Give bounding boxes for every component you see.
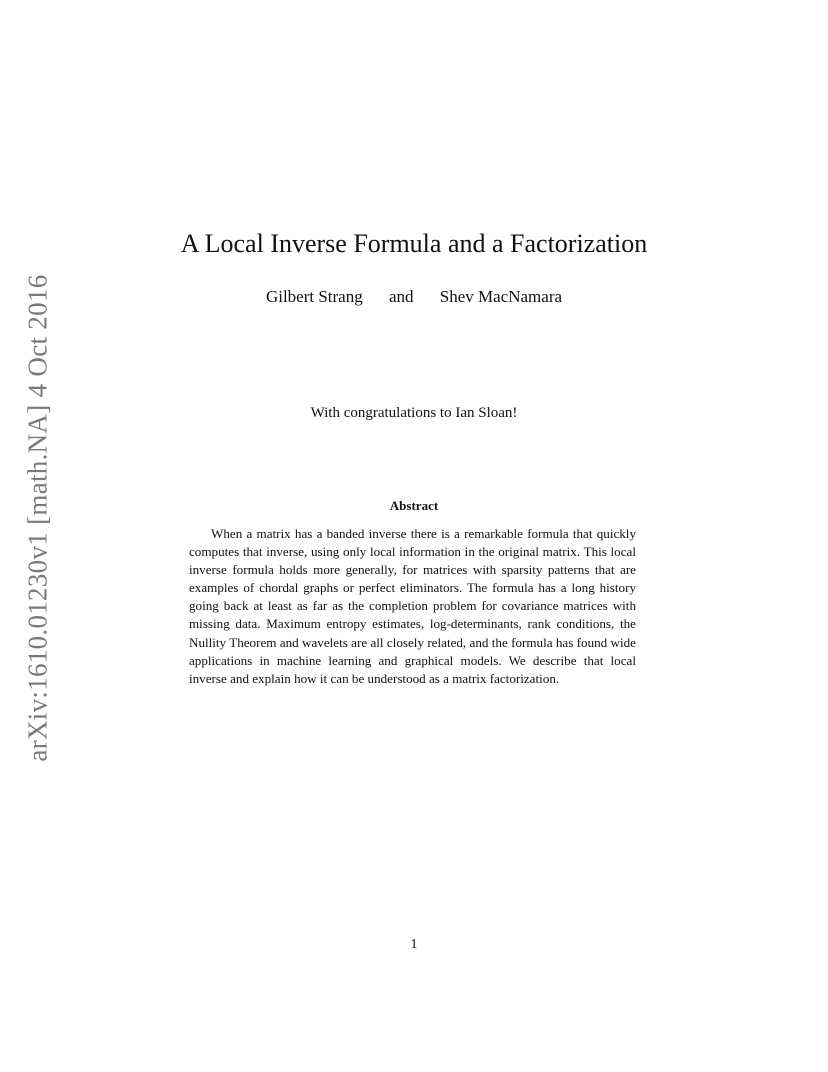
dedication: With congratulations to Ian Sloan!: [310, 405, 518, 421]
abstract-heading: Abstract: [389, 498, 439, 513]
author-line: [0, 286, 828, 308]
author-name: Shev MacNamara: [439, 287, 563, 306]
arxiv-identifier-stamp: arXiv:1610.01230v1 [math.NA] 4 Oct 2016: [22, 274, 53, 762]
author-name: Gilbert Strang: [265, 287, 363, 306]
abstract-body: When a matrix has a banded inverse there is a remarkable formula that quickly computes that inverse, using only local information in the original matrix. This local inverse formula holds more generally, for matrices with sparsity patterns that are examples of chordal graphs or perfect eliminators. The formula has a long history going back at least as far as the completion problem for covariance matrices with missing data. Maximum entropy estimates, log-determinants, rank conditions, the Nullity Theorem and wavelets are all closely related, and the formula has found wide applications in machine learning and graphical models. We describe that local inverse and explain how it can be understood as a matrix factorization.: [189, 526, 636, 686]
author-separator: and: [388, 287, 414, 306]
paper-title: A Local Inverse Formula and a Factorization: [180, 229, 648, 258]
page-number: 1: [410, 937, 418, 952]
